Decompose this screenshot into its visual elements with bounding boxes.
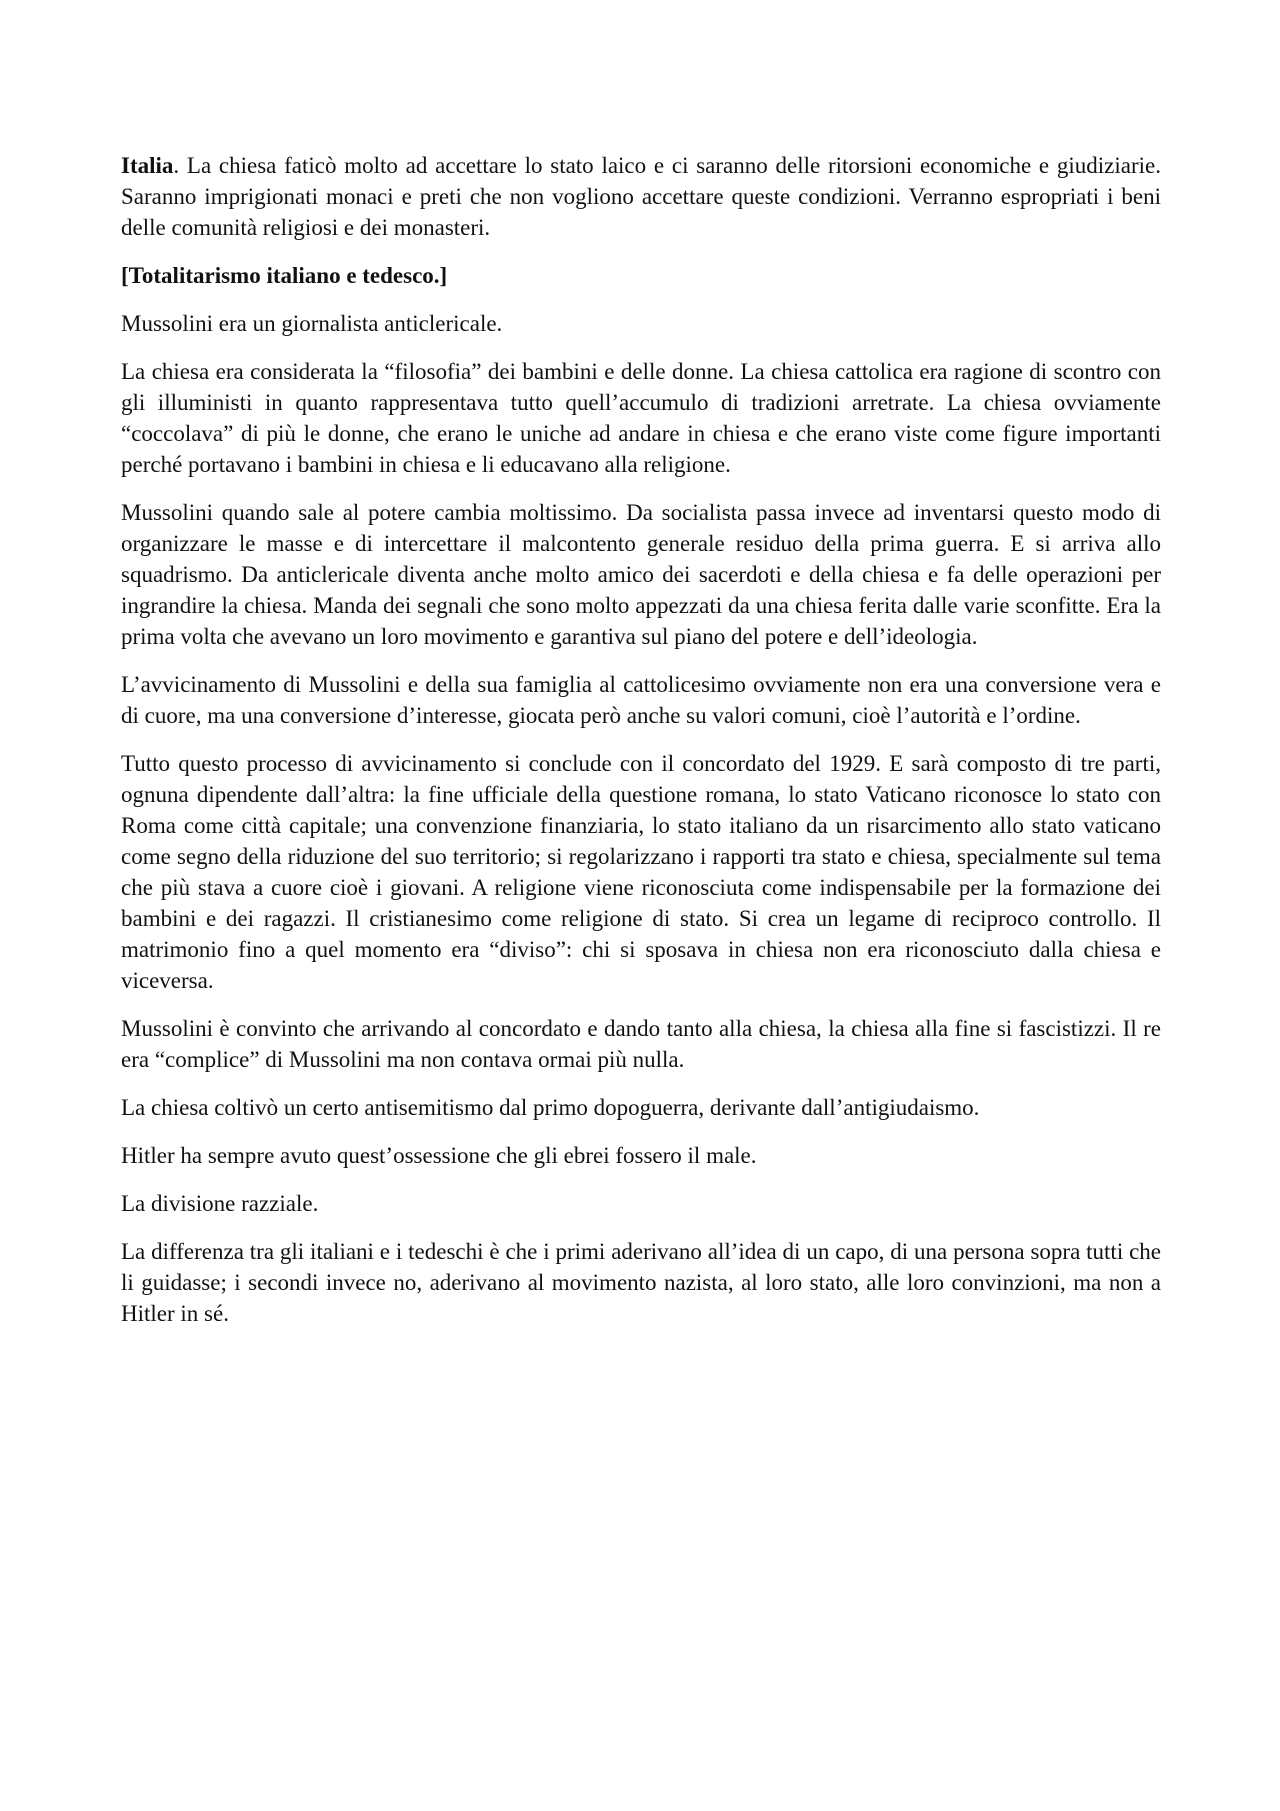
- paragraph: Hitler ha sempre avuto quest’ossessione che gli ebrei fossero il male.: [121, 1143, 757, 1168]
- paragraph: La chiesa coltivò un certo antisemitismo dal primo dopoguerra, derivante dall’antigiudaismo.: [121, 1095, 980, 1120]
- paragraph: Mussolini quando sale al potere cambia moltissimo. Da socialista passa invece ad inventarsi questo modo di organizzare le masse e di intercettare il malcontento generale residuo della prima guerra. E si arriva allo squadrismo. Da anticlericale diventa anche molto amico dei sacerdoti e della chiesa e fa delle operazioni per ingrandire la chiesa. Manda dei segnali che sono molto appezzati da una chiesa ferita dalle varie sconfitte. Era la prima volta che avevano un loro movimento e garantiva sul piano del potere e dell’ideologia.: [121, 500, 1161, 649]
- paragraph: Mussolini era un giornalista anticlericale.: [121, 311, 503, 336]
- intro-text: . La chiesa faticò molto ad accettare lo stato laico e ci saranno delle ritorsioni economiche e giudiziarie. Saranno imprigionati monaci e preti che non vogliono accettare queste condizioni. Verranno espropriati i beni delle comunità religiosi e dei monasteri.: [121, 153, 1161, 240]
- paragraph: La chiesa era considerata la “filosofia” dei bambini e delle donne. La chiesa cattolica era ragione di scontro con gli illuministi in quanto rappresentava tutto quell’accumulo di tradizioni arretrate. La chiesa ovviamente “coccolava” di più le donne, che erano le uniche ad andare in chiesa e che erano viste come figure importanti perché portavano i bambini in chiesa e li educavano alla religione.: [121, 359, 1161, 477]
- paragraph: La differenza tra gli italiani e i tedeschi è che i primi aderivano all’idea di un capo, di una persona sopra tutti che li guidasse; i secondi invece no, aderivano al movimento nazista, al loro stato, alle loro convinzioni, ma non a Hitler in sé.: [121, 1239, 1161, 1326]
- section-heading: [Totalitarismo italiano e tedesco.]: [121, 263, 448, 288]
- paragraph: Mussolini è convinto che arrivando al concordato e dando tanto alla chiesa, la chiesa alla fine si fascistizzi. Il re era “complice” di Mussolini ma non contava ormai più nulla.: [121, 1016, 1161, 1072]
- intro-lead-word: Italia: [121, 153, 174, 178]
- intro-paragraph: [121, 150, 1161, 243]
- paragraph: La divisione razziale.: [121, 1191, 319, 1216]
- document-page: [121, 150, 1161, 1346]
- paragraph: L’avvicinamento di Mussolini e della sua famiglia al cattolicesimo ovviamente non era una conversione vera e di cuore, ma una conversione d’interesse, giocata però anche su valori comuni, cioè l’autorità e l’ordine.: [121, 672, 1161, 728]
- paragraph: Tutto questo processo di avvicinamento si conclude con il concordato del 1929. E sarà composto di tre parti, ognuna dipendente dall’altra: la fine ufficiale della questione romana, lo stato Vaticano riconosce lo stato con Roma come città capitale; una convenzione finanziaria, lo stato italiano da un risarcimento allo stato vaticano come segno della riduzione del suo territorio; si regolarizzano i rapporti tra stato e chiesa, specialmente sul tema che più stava a cuore cioè i giovani. A religione viene riconosciuta come indispensabile per la formazione dei bambini e dei ragazzi. Il cristianesimo come religione di stato. Si crea un legame di reciproco controllo. Il matrimonio fino a quel momento era “diviso”: chi si sposava in chiesa non era riconosciuto dalla chiesa e viceversa.: [121, 751, 1161, 993]
